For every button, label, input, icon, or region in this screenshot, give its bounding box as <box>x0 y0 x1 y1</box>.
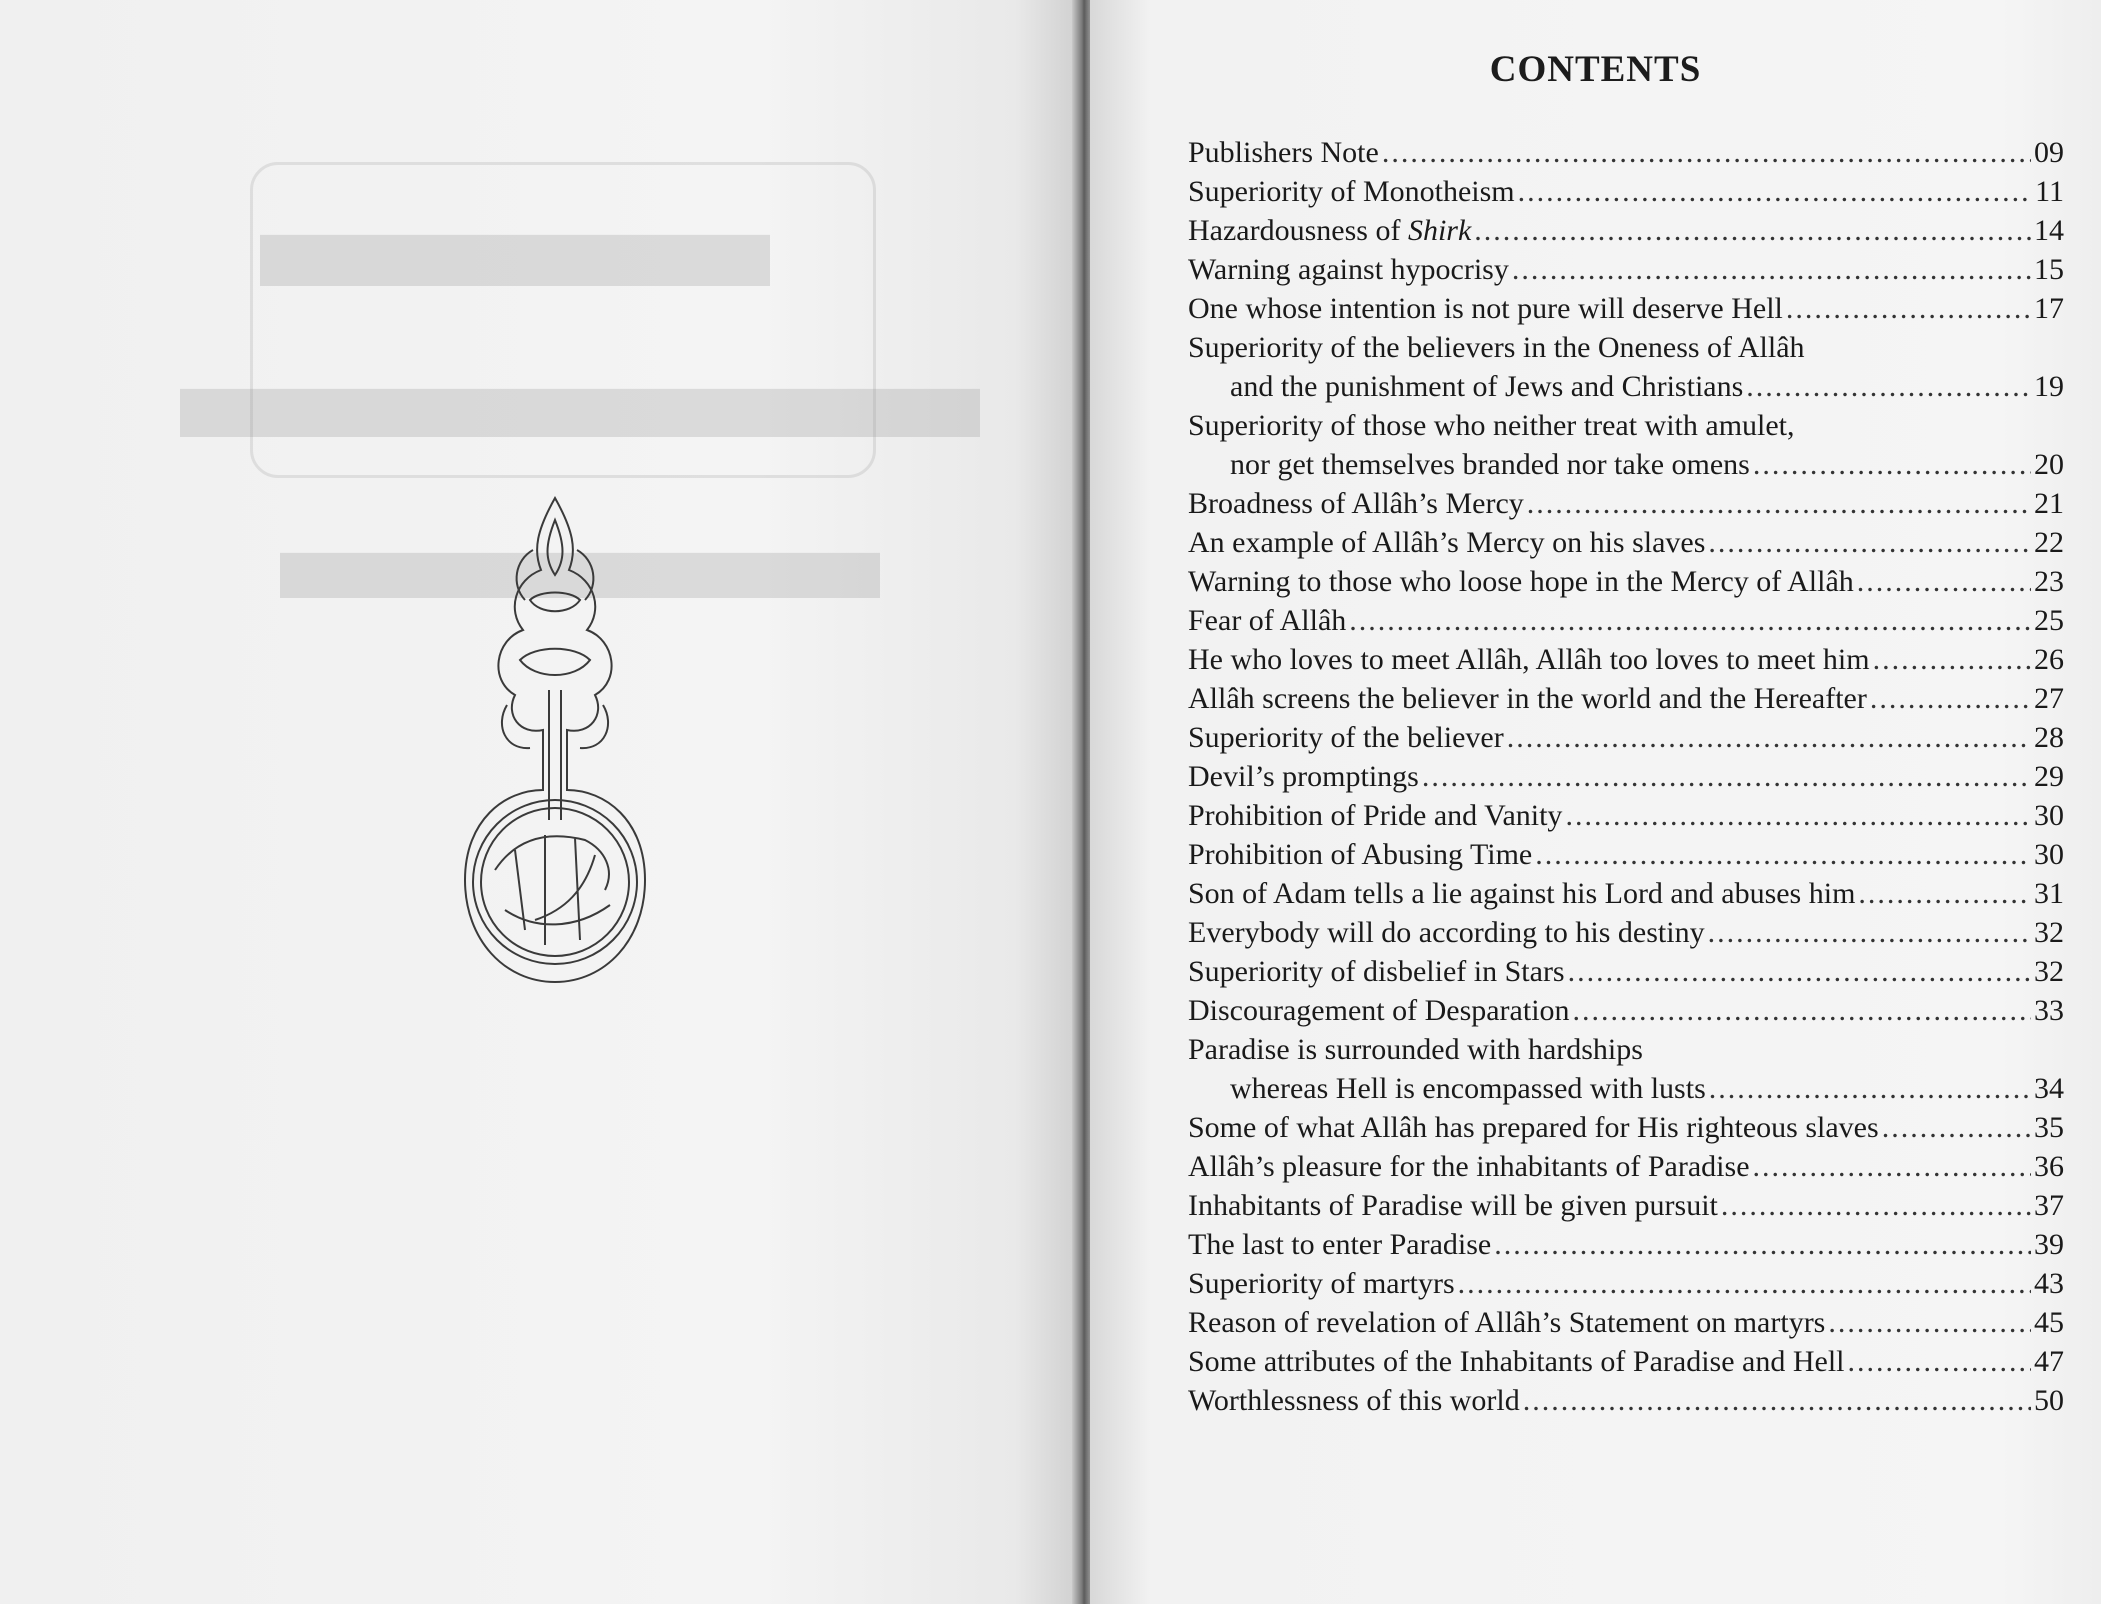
calligraphy-emblem-icon <box>445 490 665 990</box>
toc-entry-title: Prohibition of Abusing Time <box>1188 838 1533 871</box>
toc-leader-dots <box>1523 1381 2031 1420</box>
toc-page-number: 20 <box>2034 448 2064 481</box>
toc-entry-title: Superiority of the believer <box>1188 721 1504 754</box>
toc-entry-title: Superiority of Monotheism <box>1188 175 1515 208</box>
show-through-shape-1: ▬▬▬ <box>260 133 770 323</box>
toc-entry-title: Warning against hypocrisy <box>1188 253 1509 286</box>
toc-page-number: 32 <box>2034 916 2064 949</box>
toc-page-number: 36 <box>2034 1150 2064 1183</box>
toc-entry-title: Publishers Note <box>1188 136 1379 169</box>
toc-leader-dots <box>1535 835 2031 874</box>
toc-entry <box>1188 1030 2064 1069</box>
toc-page-number: 34 <box>2034 1072 2064 1105</box>
toc-entry-title: whereas Hell is encompassed with lusts <box>1230 1072 1706 1105</box>
toc-page-number: 30 <box>2034 799 2064 832</box>
toc-leader-dots <box>1382 133 2031 172</box>
toc-page-number: 09 <box>2034 136 2064 169</box>
toc-entry-title: Fear of Allâh <box>1188 604 1347 637</box>
toc-entry-title: The last to enter Paradise <box>1188 1228 1492 1261</box>
toc-leader-dots <box>1474 211 2031 250</box>
toc-entry-title: Some attributes of the Inhabitants of Paradise and Hell <box>1188 1345 1845 1378</box>
toc-leader-dots <box>1708 913 2031 952</box>
toc-leader-dots <box>1709 1069 2031 1108</box>
toc-leader-dots <box>1848 1342 2032 1381</box>
toc-entry <box>1188 1342 2064 1381</box>
toc-entry-title: Warning to those who loose hope in the Mercy of Allâh <box>1188 565 1854 598</box>
toc-page-number: 22 <box>2034 526 2064 559</box>
toc-leader-dots <box>1870 679 2031 718</box>
toc-page-number: 43 <box>2034 1267 2064 1300</box>
toc-entry <box>1188 484 2064 523</box>
show-through-shape-2: ▬▬▬▬▬ <box>180 292 980 471</box>
toc-page-number: 17 <box>2034 292 2064 325</box>
toc-entry-title <box>1188 211 1471 250</box>
toc-leader-dots <box>1882 1108 2031 1147</box>
toc-entry-title: and the punishment of Jews and Christians <box>1230 370 1744 403</box>
toc-leader-dots <box>1753 445 2031 484</box>
toc-entry <box>1188 601 2064 640</box>
toc-entry-title: Reason of revelation of Allâh’s Statement on martyrs <box>1188 1306 1826 1339</box>
show-through-shape-3: ▬▬▬▬ <box>280 462 880 630</box>
toc-entry-title-italic: Shirk <box>1407 214 1472 247</box>
toc-entry <box>1188 1108 2064 1147</box>
toc-page-number: 39 <box>2034 1228 2064 1261</box>
toc-entry <box>1188 1381 2064 1420</box>
table-of-contents <box>1188 133 2064 1420</box>
toc-leader-dots <box>1828 1303 2031 1342</box>
toc-page-number: 31 <box>2034 877 2064 910</box>
toc-entry <box>1188 757 2064 796</box>
toc-entry-title: Superiority of disbelief in Stars <box>1188 955 1565 988</box>
toc-entry <box>1188 1225 2064 1264</box>
contents-heading: CONTENTS <box>1489 49 1702 90</box>
toc-entry <box>1188 523 2064 562</box>
toc-leader-dots <box>1349 601 2031 640</box>
toc-entry <box>1188 328 2064 367</box>
toc-entry-title: Devil’s promptings <box>1188 760 1419 793</box>
toc-entry-title: One whose intention is not pure will deserve Hell <box>1188 292 1783 325</box>
toc-entry-title: Son of Adam tells a lie against his Lord and abuses him <box>1188 877 1856 910</box>
toc-entry <box>1188 289 2064 328</box>
toc-entry-title: Inhabitants of Paradise will be given pursuit <box>1188 1189 1718 1222</box>
toc-entry <box>1188 1303 2064 1342</box>
toc-leader-dots <box>1746 367 2031 406</box>
toc-entry-title: nor get themselves branded nor take omens <box>1230 448 1750 481</box>
toc-entry <box>1188 562 2064 601</box>
toc-leader-dots <box>1573 991 2031 1030</box>
toc-page-number: 28 <box>2034 721 2064 754</box>
toc-entry <box>1188 991 2064 1030</box>
toc-entry-title: Superiority of martyrs <box>1188 1267 1455 1300</box>
toc-entry <box>1188 913 2064 952</box>
toc-leader-dots <box>1857 562 2031 601</box>
toc-entry <box>1188 952 2064 991</box>
toc-entry-continuation <box>1188 445 2064 484</box>
toc-entry <box>1188 1264 2064 1303</box>
toc-entry <box>1188 406 2064 445</box>
toc-leader-dots <box>1858 874 2031 913</box>
toc-entry-title: He who loves to meet Allâh, Allâh too loves to meet him <box>1188 643 1870 676</box>
toc-leader-dots <box>1786 289 2031 328</box>
toc-page-number: 27 <box>2034 682 2064 715</box>
toc-page-number: 14 <box>2034 214 2064 247</box>
toc-page-number: 33 <box>2034 994 2064 1027</box>
toc-leader-dots <box>1873 640 2031 679</box>
toc-entry <box>1188 250 2064 289</box>
toc-entry <box>1188 211 2064 250</box>
toc-entry <box>1188 172 2064 211</box>
toc-leader-dots <box>1518 172 2032 211</box>
toc-entry <box>1188 1186 2064 1225</box>
toc-page-number: 47 <box>2034 1345 2064 1378</box>
toc-entry-title: Allâh’s pleasure for the inhabitants of Paradise <box>1188 1150 1750 1183</box>
toc-leader-dots <box>1527 484 2031 523</box>
toc-page-number: 19 <box>2034 370 2064 403</box>
toc-entry-title: Allâh screens the believer in the world and the Hereafter <box>1188 682 1867 715</box>
toc-leader-dots <box>1422 757 2031 796</box>
toc-leader-dots <box>1512 250 2031 289</box>
toc-entry <box>1188 874 2064 913</box>
toc-page-number: 15 <box>2034 253 2064 286</box>
toc-entry-title: Everybody will do according to his destiny <box>1188 916 1705 949</box>
toc-leader-dots <box>1507 718 2031 757</box>
toc-entry-title: Worthlessness of this world <box>1188 1384 1520 1417</box>
toc-entry-title: Some of what Allâh has prepared for His righteous slaves <box>1188 1111 1879 1144</box>
toc-page-number: 25 <box>2034 604 2064 637</box>
toc-page-number: 23 <box>2034 565 2064 598</box>
toc-leader-dots <box>1568 952 2031 991</box>
toc-entry <box>1188 679 2064 718</box>
toc-page-number: 45 <box>2034 1306 2064 1339</box>
toc-entry <box>1188 1147 2064 1186</box>
toc-page-number: 26 <box>2034 643 2064 676</box>
toc-page-number: 32 <box>2034 955 2064 988</box>
toc-entry-continuation <box>1188 1069 2064 1108</box>
toc-entry <box>1188 640 2064 679</box>
toc-page-number: 37 <box>2034 1189 2064 1222</box>
toc-page-number: 21 <box>2034 487 2064 520</box>
toc-entry <box>1188 796 2064 835</box>
toc-entry-title: Broadness of Allâh’s Mercy <box>1188 487 1524 520</box>
toc-page-number: 30 <box>2034 838 2064 871</box>
toc-entry <box>1188 718 2064 757</box>
toc-entry-title: Superiority of the believers in the Oneness of Allâh <box>1188 331 1805 364</box>
toc-leader-dots <box>1565 796 2031 835</box>
toc-page-number: 11 <box>2035 175 2064 208</box>
toc-entry-title-prefix: Hazardousness of <box>1188 214 1408 247</box>
toc-entry-title: An example of Allâh’s Mercy on his slaves <box>1188 526 1706 559</box>
toc-leader-dots <box>1753 1147 2031 1186</box>
toc-entry-title: Superiority of those who neither treat with amulet, <box>1188 409 1795 442</box>
toc-page-number: 29 <box>2034 760 2064 793</box>
toc-entry-title: Discouragement of Desparation <box>1188 994 1570 1027</box>
toc-leader-dots <box>1708 523 2031 562</box>
toc-entry-title: Prohibition of Pride and Vanity <box>1188 799 1563 832</box>
toc-page-number: 50 <box>2034 1384 2064 1417</box>
toc-entry <box>1188 133 2064 172</box>
toc-leader-dots <box>1721 1186 2031 1225</box>
toc-page-number: 35 <box>2034 1111 2064 1144</box>
toc-entry-continuation <box>1188 367 2064 406</box>
toc-leader-dots <box>1458 1264 2031 1303</box>
toc-entry <box>1188 835 2064 874</box>
toc-leader-dots <box>1494 1225 2031 1264</box>
toc-entry-title: Paradise is surrounded with hardships <box>1188 1033 1643 1066</box>
